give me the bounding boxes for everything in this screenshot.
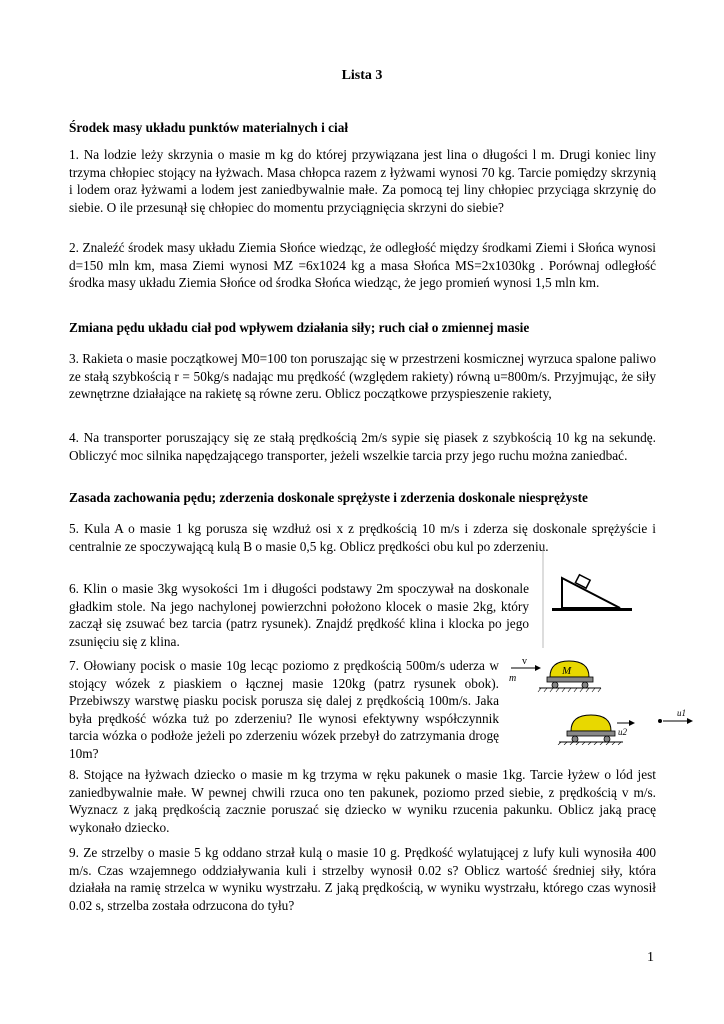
- cart-figure: [505, 655, 705, 745]
- section-heading-center-of-mass: Środek masy układu punktów materialnych i ciał: [69, 120, 349, 135]
- problem-6: 6. Klin o masie 3kg wysokości 1m i długości podstawy 2m spoczywał na doskonale gładkim stole. Na jego nachylonej powierzchni położono klocek o masie 2kg, który zaczął się zsuwać bez tarcia (patrz rysunek). Znajdź prędkość klina i klocka po jego zsunięciu się z klina.: [69, 581, 529, 649]
- section-heading-momentum-change: Zmiana pędu układu ciał pod wpływem działania siły; ruch ciał o zmiennej masie: [69, 320, 530, 335]
- velocity-label-v: v: [522, 656, 527, 667]
- cart-velocity-label: u2: [618, 727, 627, 737]
- problem-9: 9. Ze strzelby o masie 5 kg oddano strzał kulą o masie 10 g. Prędkość wylatującej z lufy kuli wynosiła 400 m/s. Czas wzajemnego oddziaływania kuli i strzelby wynosił 0.02 s? Oblicz wartość średniej siły, która działała na ramię strzelca w wyniku wystrzału. Z jaką prędkością, w wyniku wystrzału, którego czas wynosił 0.02 s, strzelba została odrzucona do tyłu?: [69, 845, 656, 913]
- problem-3: 3. Rakieta o masie początkowej M0=100 ton poruszając się w przestrzeni kosmicznej wyrzuca spalone paliwo ze stałą szybkością r = 50kg/s nadając mu prędkość (względem rakiety) równą u=800m/s. Przyjmując, że siły zewnętrzne działające na rakietę są równe zeru. Oblicz początkowe przyspieszenie rakiety,: [69, 351, 656, 401]
- wedge-figure: [530, 548, 650, 648]
- bullet-velocity-label: u1: [677, 708, 686, 718]
- problem-8: 8. Stojące na łyżwach dziecko o masie m kg trzyma w ręku pakunek o masie 1kg. Tarcie łyżew o lód jest zaniedbywalnie małe. W pewnej chwili rzuca ono ten pakunek, poziomo przed siebie, z prędkością v m/s. Wyznacz z jaką prędkością zacznie poruszać się dziecko w wyniku rzucenia pakunku. Oblicz jaką pracę wykonało dziecko.: [69, 767, 656, 835]
- problem-4: 4. Na transporter poruszający się ze stałą prędkością 2m/s sypie się piasek z szybkością 10 kg na sekundę. Obliczyć moc silnika napędzającego transporter, jeżeli wszelkie tarcia przy jego ruchu można zaniedbać.: [69, 430, 656, 463]
- page-number: 1: [647, 950, 654, 965]
- page-title: Lista 3: [341, 68, 383, 83]
- bullet-mass-label: m: [509, 673, 517, 684]
- problem-1: 1. Na lodzie leży skrzynia o masie m kg do której przywiązana jest lina o długości l m. Drugi koniec liny trzyma chłopiec stojący na łyżwach. Masa chłopca razem z łyżwami wynosi 70 kg. Tarcie pomiędzy skrzynią i lodem oraz łyżwami a lodem jest zaniedbywalnie małe. Za pomocą tej liny chłopiec przyciąga skrzynię do siebie. O ile przesunął się chłopiec do momentu przyciągnięcia skrzyni do siebie?: [69, 147, 656, 215]
- problem-2: 2. Znaleźć środek masy układu Ziemia Słońce wiedząc, że odległość między środkami Ziemi i Słońca wynosi d=150 mln km, masa Ziemi wynosi MZ =6x1024 kg a masa Słońca MS=2x1030kg . Porównaj odległość środka masy układu Ziemia Słońce od środka Słońca wiedząc, że jego promień wynosi 1,5 mln km.: [69, 240, 656, 290]
- section-heading-momentum-conservation: Zasada zachowania pędu; zderzenia doskonale sprężyste i zderzenia doskonale niesprężyste: [69, 490, 588, 505]
- problem-7: 7. Ołowiany pocisk o masie 10g lecąc poziomo z prędkością 500m/s uderza w stojący wózek z piaskiem o łącznej masie 120kg (patrz rysunek obok). Przebiwszy warstwę piasku pocisk porusza się dalej z prędkością 100m/s. Jaka była prędkość wózka tuż po zderzeniu? Ile wynosi efektywny współczynnik tarcia wózka o podłoże jeżeli po zderzeniu wózek przebył do zatrzymania drogę 10m?: [69, 658, 499, 761]
- problem-5: 5. Kula A o masie 1 kg porusza się wzdłuż osi x z prędkością 10 m/s i zderza się doskonale sprężyście i centralnie ze spoczywającą kulą B o masie 0,5 kg. Oblicz prędkości obu kul po zderzeniu.: [69, 521, 656, 554]
- cart-mass-label: M: [562, 665, 572, 677]
